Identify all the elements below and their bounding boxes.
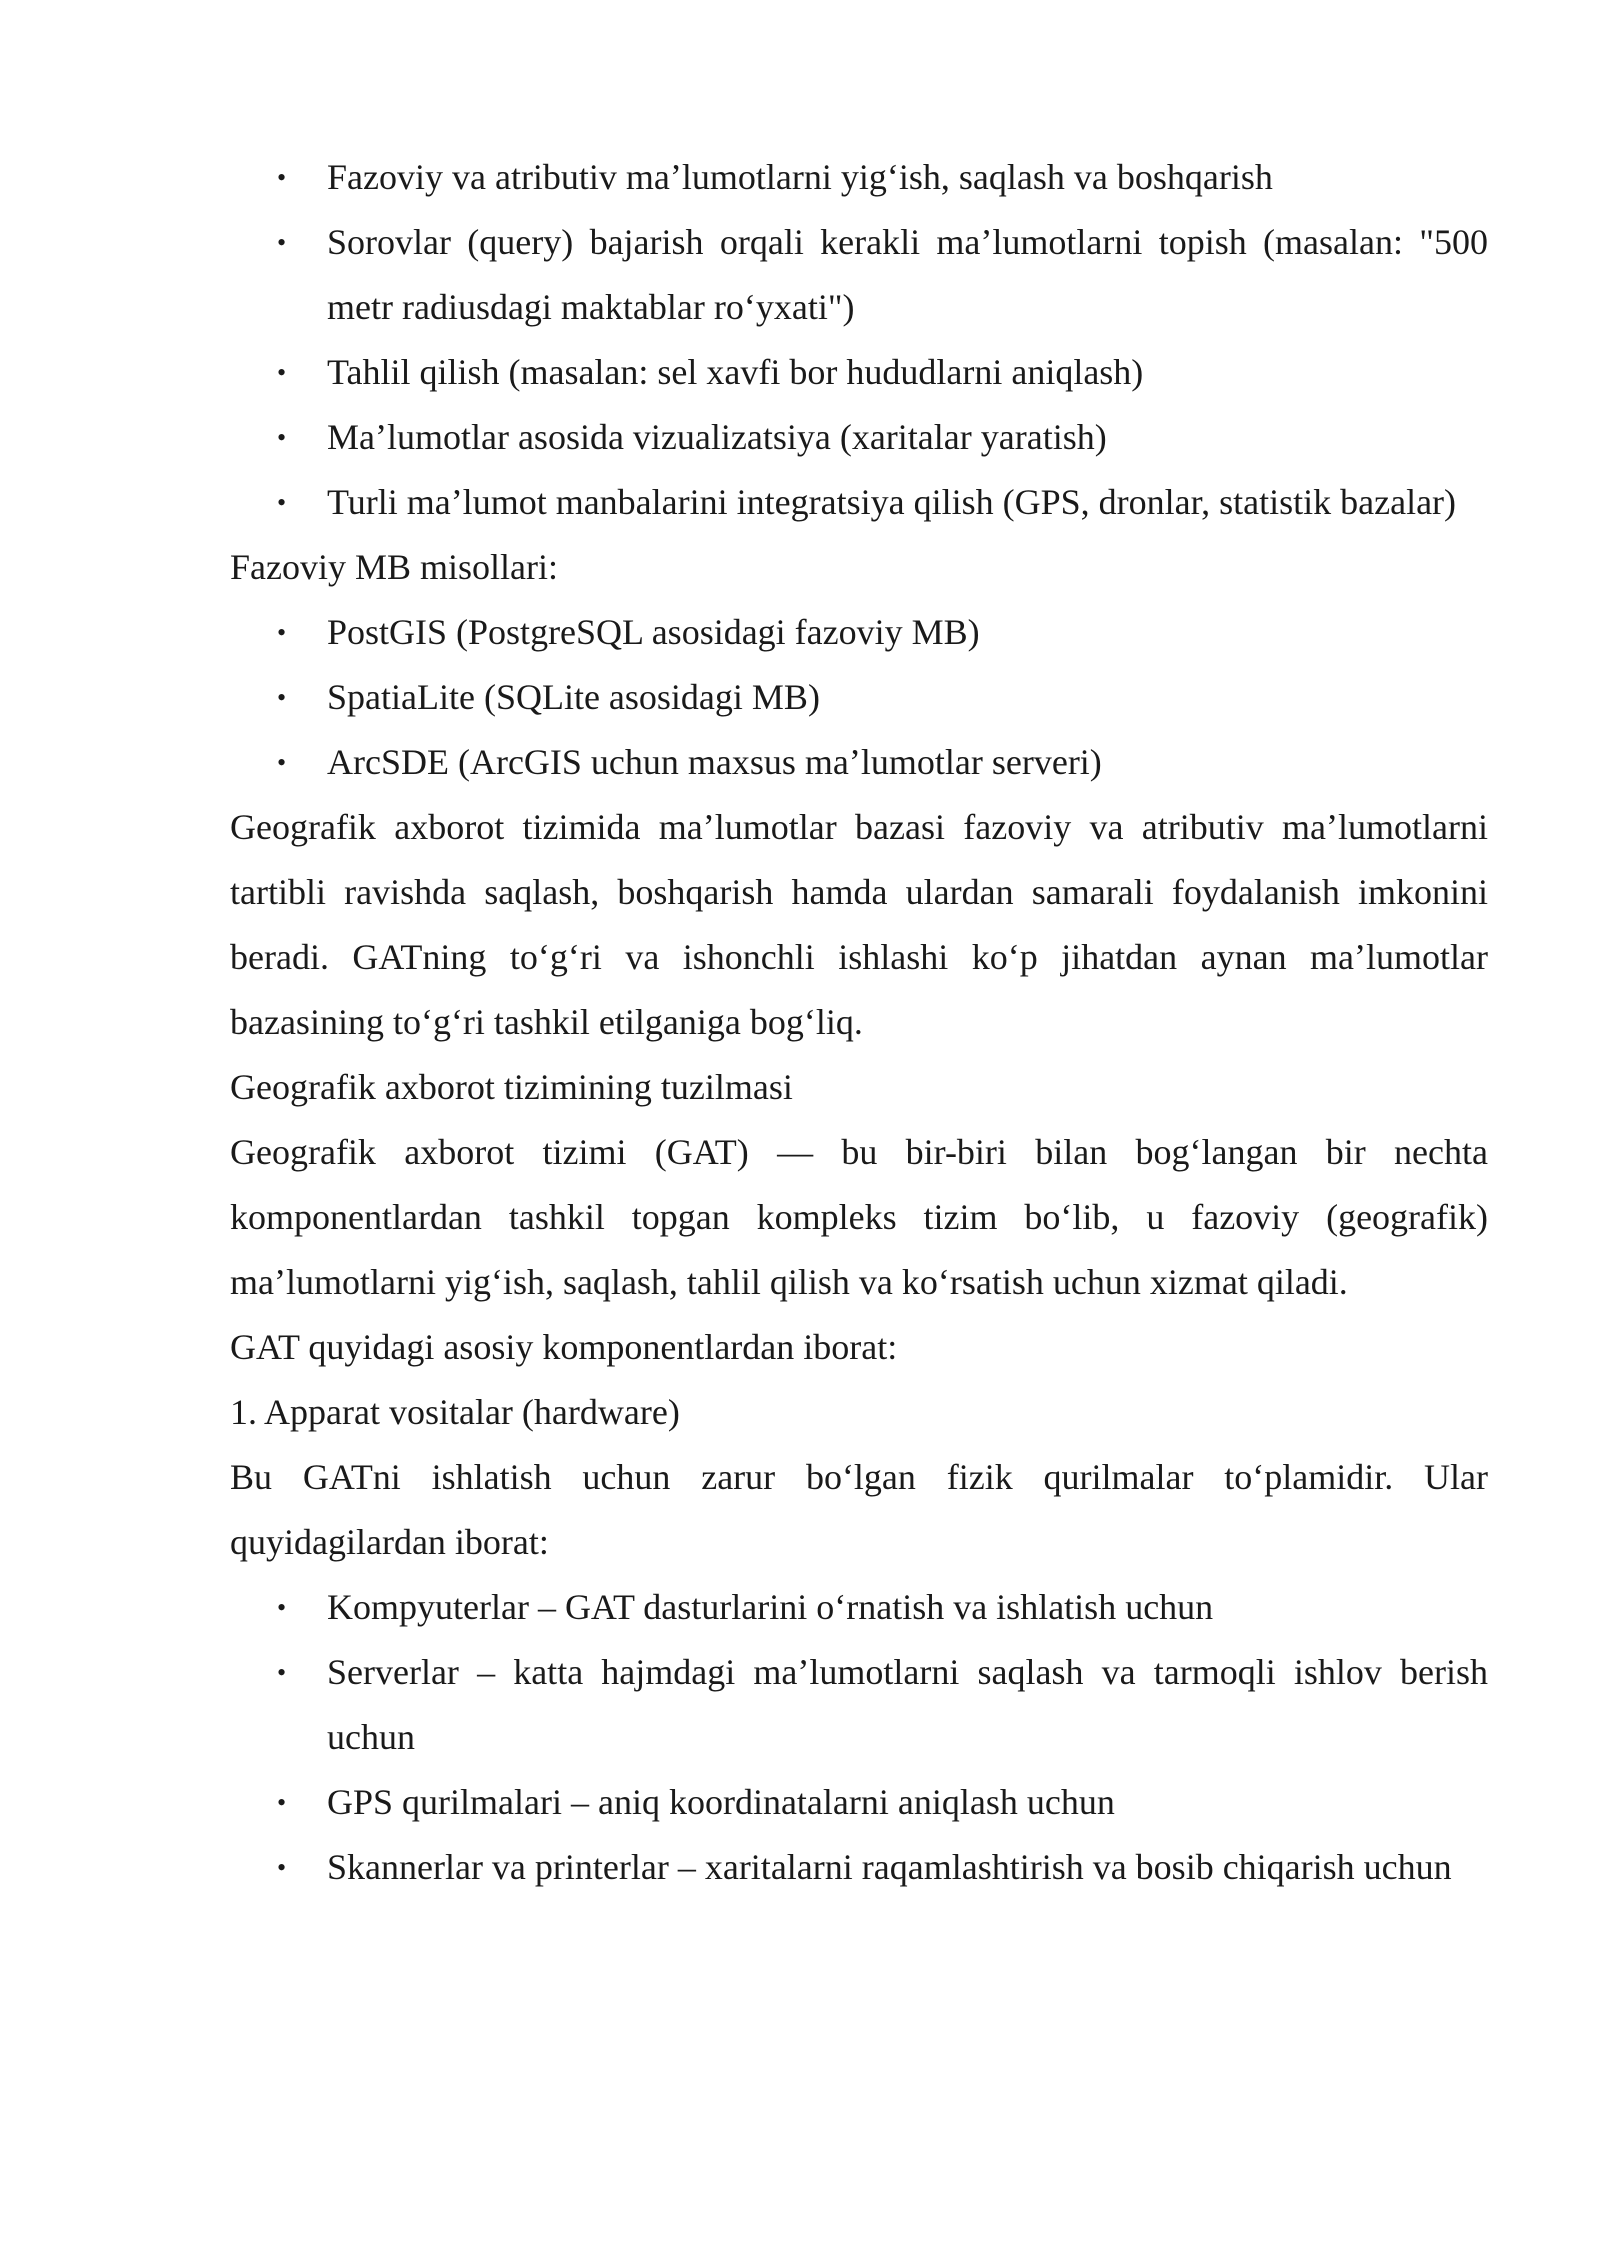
list-item-text: SpatiaLite (SQLite asosidagi MB)	[327, 677, 820, 717]
bullet-icon: •	[277, 748, 287, 777]
list-item	[230, 665, 1488, 730]
list-item	[230, 340, 1488, 405]
bullet-icon: •	[277, 423, 287, 452]
hardware-heading: 1. Apparat vositalar (hardware)	[230, 1392, 680, 1432]
list-item	[230, 1770, 1488, 1835]
list-item-text: PostGIS (PostgreSQL asosidagi fazoviy MB)	[327, 612, 980, 652]
document-page	[230, 145, 1488, 1900]
list-item	[230, 1835, 1488, 1900]
list-item	[230, 1640, 1488, 1770]
list-item-text: Sorovlar (query) bajarish orqali kerakli maʼlumotlarni topish (masalan: "500 metr radiusdagi maktablar roʻyxati")	[327, 222, 1488, 327]
list-item-text: Serverlar – katta hajmdagi maʼlumotlarni saqlash va tarmoqli ishlov berish uchun	[327, 1652, 1488, 1757]
bullet-icon: •	[277, 358, 287, 387]
list-item	[230, 600, 1488, 665]
bullet-icon: •	[277, 1658, 287, 1687]
list-item	[230, 210, 1488, 340]
bullet-icon: •	[277, 1593, 287, 1622]
database-paragraph: Geografik axborot tizimida maʼlumotlar bazasi fazoviy va atributiv maʼlumotlarni tartibli ravishda saqlash, boshqarish hamda ulardan samarali foydalanish imkonini beradi. GATning toʻgʻri va ishonchli ishlashi koʻp jihatdan aynan maʼlumotlar bazasining toʻgʻri tashkil etilganiga bogʻliq.	[230, 807, 1488, 1042]
bullet-icon: •	[277, 163, 287, 192]
hardware-paragraph: Bu GATni ishlatish uchun zarur boʻlgan fizik qurilmalar toʻplamidir. Ular quyidagilardan iborat:	[230, 1457, 1488, 1562]
list-item-text: GPS qurilmalari – aniq koordinatalarni aniqlash uchun	[327, 1782, 1115, 1822]
list-item	[230, 405, 1488, 470]
gat-definition-paragraph: Geografik axborot tizimi (GAT) — bu bir-biri bilan bogʻlangan bir nechta komponentlardan tashkil topgan kompleks tizim boʻlib, u fazoviy (geografik) maʼlumotlarni yigʻish, saqlash, tahlil qilish va koʻrsatish uchun xizmat qiladi.	[230, 1132, 1488, 1302]
bullet-icon: •	[277, 488, 287, 517]
list-item	[230, 145, 1488, 210]
spatial-db-examples-list	[230, 600, 1488, 795]
hardware-list	[230, 1575, 1488, 1900]
list-item-text: Tahlil qilish (masalan: sel xavfi bor hududlarni aniqlash)	[327, 352, 1144, 392]
list-item-text: Fazoviy va atributiv maʼlumotlarni yigʻish, saqlash va boshqarish	[327, 157, 1273, 197]
bullet-icon: •	[277, 618, 287, 647]
bullet-icon: •	[277, 1853, 287, 1882]
list-item-text: Kompyuterlar – GAT dasturlarini oʻrnatish va ishlatish uchun	[327, 1587, 1214, 1627]
list-item-text: Maʼlumotlar asosida vizualizatsiya (xaritalar yaratish)	[327, 417, 1107, 457]
list-item	[230, 1575, 1488, 1640]
list-item-text: ArcSDE (ArcGIS uchun maxsus maʼlumotlar serveri)	[327, 742, 1102, 782]
structure-heading: Geografik axborot tizimining tuzilmasi	[230, 1067, 793, 1107]
examples-heading: Fazoviy MB misollari:	[230, 547, 558, 587]
bullet-icon: •	[277, 683, 287, 712]
bullet-icon: •	[277, 1788, 287, 1817]
list-item	[230, 730, 1488, 795]
gis-functions-list	[230, 145, 1488, 535]
list-item-text: Skannerlar va printerlar – xaritalarni raqamlashtirish va bosib chiqarish uchun	[327, 1847, 1452, 1887]
components-intro: GAT quyidagi asosiy komponentlardan iborat:	[230, 1327, 898, 1367]
list-item	[230, 470, 1488, 535]
bullet-icon: •	[277, 228, 287, 257]
list-item-text: Turli maʼlumot manbalarini integratsiya qilish (GPS, dronlar, statistik bazalar)	[327, 482, 1457, 522]
